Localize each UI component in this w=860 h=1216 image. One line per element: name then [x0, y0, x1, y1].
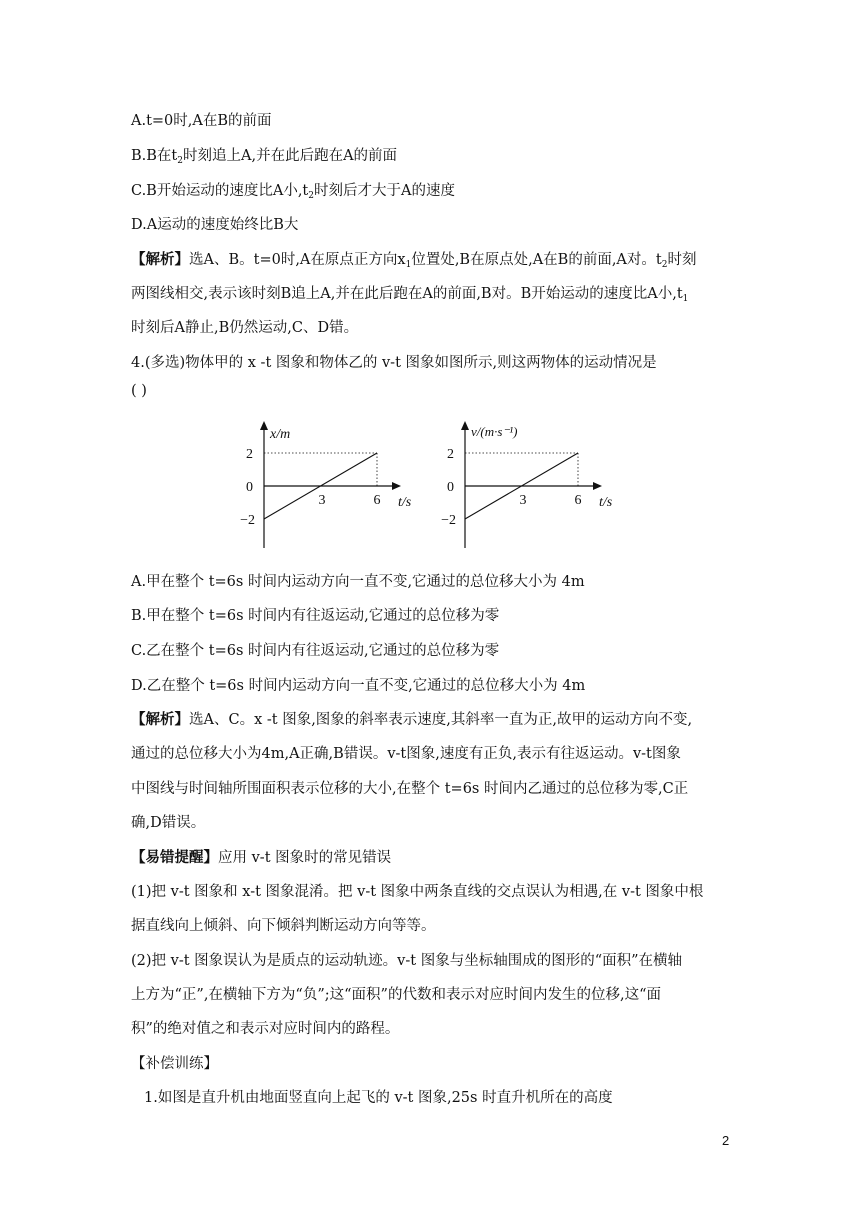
tip-1-line-2: 据直线向上倾斜、向下倾斜判断运动方向等等。 [131, 918, 436, 934]
y-axis-label: v/(m·s⁻¹) [471, 424, 518, 439]
tick-x-3: 3 [519, 493, 527, 508]
q4-option-a: A.甲在整个 t=6s 时间内运动方向一直不变,它通过的总位移大小为 4m [131, 574, 585, 590]
q4-option-b: B.甲在整个 t=6s 时间内有往返运动,它通过的总位移为零 [131, 608, 500, 624]
question-4-line-2: ( ) [131, 383, 147, 399]
x-axis-label: t/s [599, 495, 613, 510]
analysis-2-line-2: 通过的总位移大小为4m,A正确,B错误。v-t图象,速度有正负,表示有往返运动。v-t图象 [131, 746, 681, 762]
tick-y-neg2: −2 [441, 513, 456, 528]
q4-option-c: C.乙在整个 t=6s 时间内有往返运动,它通过的总位移为零 [131, 643, 500, 659]
tick-y-2: 2 [447, 447, 454, 462]
analysis-1-line-2: 两图线相交,表示该时刻B追上A,并在此后跑在A的前面,B对。B开始运动的速度比A小$,t_1$ [131, 286, 689, 304]
tip-heading: 【易错提醒】应用 v-t 图象时的常见错误 [131, 849, 392, 866]
option-d: D.A运动的速度始终比B大 [131, 217, 299, 233]
tick-origin: 0 [447, 480, 454, 495]
tick-x-6: 6 [574, 493, 582, 508]
tip-2-line-3: 积”的绝对值之和表示对应时间内的路程。 [131, 1021, 400, 1037]
tip-1-line-1: (1)把 v-t 图象和 x-t 图象混淆。把 v-t 图象中两条直线的交点误认为相遇,在 v-t 图象中根 [131, 884, 704, 900]
graph-x-t [222, 418, 422, 557]
x-axis-arrow [593, 482, 602, 490]
compensation-question-1: 1.如图是直升机由地面竖直向上起飞的 v-t 图象,25s 时直升机所在的高度 [144, 1090, 613, 1106]
y-axis-arrow [260, 421, 268, 430]
tick-origin: 0 [246, 480, 253, 495]
option-a: A.t=0时,A在B的前面 [131, 113, 272, 129]
analysis-2-line-4: 确,D错误。 [131, 815, 206, 831]
x-axis-label: t/s [398, 495, 412, 510]
x-axis-arrow [392, 482, 401, 490]
page-number: 2 [722, 1133, 730, 1148]
tip-2-line-2: 上方为“正”,在横轴下方为“负”;这“面积”的代数和表示对应时间内发生的位移,这“面 [131, 987, 661, 1003]
tick-x-3: 3 [318, 493, 326, 508]
analysis-2-line-3: 中图线与时间轴所围面积表示位移的大小,在整个 t=6s 时间内乙通过的总位移为零,C正 [131, 781, 689, 797]
q4-option-d: D.乙在整个 t=6s 时间内运动方向一直不变,它通过的总位移大小为 4m [131, 678, 586, 694]
option-c: C.B开始运动的速度比A小$,t_2$时刻后才大于A的速度 [131, 183, 455, 201]
option-b: B.B在$t_2$时刻追上A,并在此后跑在A的前面 [131, 148, 398, 166]
tip-2-line-1: (2)把 v-t 图象误认为是质点的运动轨迹。v-t 图象与坐标轴围成的图形的“面积”在横轴 [131, 953, 683, 969]
analysis-2-line-1: 【解析】选A、C。x -t 图象,图象的斜率表示速度,其斜率一直为正,故甲的运动方向不变, [131, 711, 693, 728]
tick-y-2: 2 [246, 447, 253, 462]
compensation-heading: 【补偿训练】 [131, 1056, 218, 1072]
tick-y-neg2: −2 [240, 513, 255, 528]
question-4-line-1: 4.(多选)物体甲的 x -t 图象和物体乙的 v-t 图象如图所示,则这两物体的运动情况是 [131, 355, 657, 371]
analysis-1-line-1: 【解析】选A、B。t=0时,A在原点正方向$x_1$位置处,B在原点处,A在B的前面,A对。$t_2$时刻 [131, 251, 697, 270]
analysis-1-line-3: 时刻后A静止,B仍然运动,C、D错。 [131, 320, 359, 336]
graph-v-t [423, 418, 623, 557]
tick-x-6: 6 [373, 493, 381, 508]
y-axis-arrow [461, 421, 469, 430]
y-axis-label: x/m [270, 427, 291, 442]
